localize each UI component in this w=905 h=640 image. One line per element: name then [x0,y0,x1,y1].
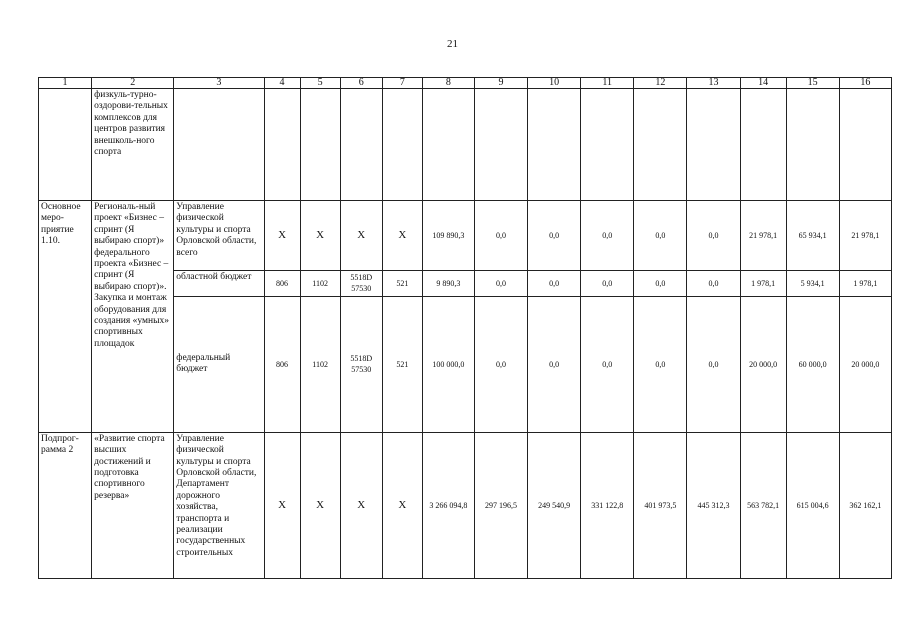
subprogram-name: «Развитие спорта высших достижений и подготовка спортивного резерва» [92,432,174,578]
cell-c5: X [300,201,340,271]
column-numbers-row [39,78,892,89]
empty-cell [839,89,891,201]
empty-cell [382,89,422,201]
cell-c9: 0,0 [474,271,527,297]
measure-type: Основное меро-приятие 1.10. [39,201,92,433]
cell-c11: 0,0 [581,296,634,432]
empty-cell [422,89,474,201]
cell-c8: 100 000,0 [422,296,474,432]
cell-c14: 20 000,0 [740,296,786,432]
cell-c7: X [382,201,422,271]
cell-c16: 1 978,1 [839,271,891,297]
empty-cell [39,89,92,201]
cell-c8: 109 890,3 [422,201,474,271]
cell-c7: 521 [382,296,422,432]
cell-c8: 9 890,3 [422,271,474,297]
page-number: 21 [447,38,458,50]
empty-cell [528,89,581,201]
responsible-executor: Управление физической культуры и спорта Орловской области, Департамент дорожного хозяйства, транспорта и реализации государственных строительных [174,432,264,578]
cell-c15: 615 004,6 [786,432,839,578]
measure-name: Региональ-ный проект «Бизнес – спринт (Я выбираю спорт)» федерального проекта «Бизнес – спринт (Я выбираю спорт)». Закупка и монтаж оборудования для создания «умных» спортивных площадок [92,201,174,433]
cell-c4: 806 [264,271,300,297]
column-number: 4 [264,78,300,89]
cell-c4: X [264,201,300,271]
table-row-subprogram [39,432,892,578]
cell-c5: X [300,432,340,578]
empty-cell [300,89,340,201]
cell-c7: X [382,432,422,578]
measure-name-continued: физкуль-турно-оздорови-тельных комплексов для центров развития внешколь-ного спорта [92,89,174,201]
cell-c10: 0,0 [528,271,581,297]
column-number: 3 [174,78,264,89]
cell-c12: 0,0 [634,296,687,432]
cell-c9: 0,0 [474,201,527,271]
column-number: 8 [422,78,474,89]
cell-c9: 297 196,5 [474,432,527,578]
column-number: 11 [581,78,634,89]
empty-cell [264,89,300,201]
column-number: 10 [528,78,581,89]
cell-c15: 65 934,1 [786,201,839,271]
cell-c5: 1102 [300,296,340,432]
cell-c10: 249 540,9 [528,432,581,578]
empty-cell [687,89,740,201]
cell-c6: X [340,201,382,271]
cell-c13: 0,0 [687,296,740,432]
empty-cell [474,89,527,201]
cell-c16: 362 162,1 [839,432,891,578]
column-number: 15 [786,78,839,89]
cell-c12: 0,0 [634,201,687,271]
budget-source: областной бюджет [174,271,264,297]
empty-cell [340,89,382,201]
empty-cell [581,89,634,201]
cell-c6: 5518D 57530 [340,296,382,432]
cell-c10: 0,0 [528,201,581,271]
cell-c11: 0,0 [581,201,634,271]
cell-c11: 0,0 [581,271,634,297]
table-row-measure-total [39,201,892,271]
column-number: 14 [740,78,786,89]
empty-cell [786,89,839,201]
cell-c14: 21 978,1 [740,201,786,271]
column-number: 1 [39,78,92,89]
cell-c16: 21 978,1 [839,201,891,271]
column-number: 13 [687,78,740,89]
cell-c6: 5518D 57530 [340,271,382,297]
cell-c12: 0,0 [634,271,687,297]
budget-table [38,77,892,579]
column-number: 9 [474,78,527,89]
cell-c5: 1102 [300,271,340,297]
cell-c9: 0,0 [474,296,527,432]
responsible-executor: Управление физической культуры и спорта Орловской области, всего [174,201,264,271]
cell-c12: 401 973,5 [634,432,687,578]
cell-c13: 445 312,3 [687,432,740,578]
column-number: 12 [634,78,687,89]
cell-c4: X [264,432,300,578]
cell-c7: 521 [382,271,422,297]
cell-c11: 331 122,8 [581,432,634,578]
cell-c14: 563 782,1 [740,432,786,578]
column-number: 2 [92,78,174,89]
cell-c10: 0,0 [528,296,581,432]
budget-source: федеральный бюджет [174,296,264,432]
cell-c13: 0,0 [687,271,740,297]
column-number: 7 [382,78,422,89]
subprogram-type: Подпрог-рамма 2 [39,432,92,578]
cell-c13: 0,0 [687,201,740,271]
empty-cell [634,89,687,201]
table-row-continued [39,89,892,201]
cell-c15: 60 000,0 [786,296,839,432]
cell-c15: 5 934,1 [786,271,839,297]
column-number: 6 [340,78,382,89]
cell-c8: 3 266 094,8 [422,432,474,578]
cell-c4: 806 [264,296,300,432]
column-number: 5 [300,78,340,89]
cell-c6: X [340,432,382,578]
empty-cell [740,89,786,201]
cell-c14: 1 978,1 [740,271,786,297]
column-number: 16 [839,78,891,89]
empty-cell [174,89,264,201]
cell-c16: 20 000,0 [839,296,891,432]
